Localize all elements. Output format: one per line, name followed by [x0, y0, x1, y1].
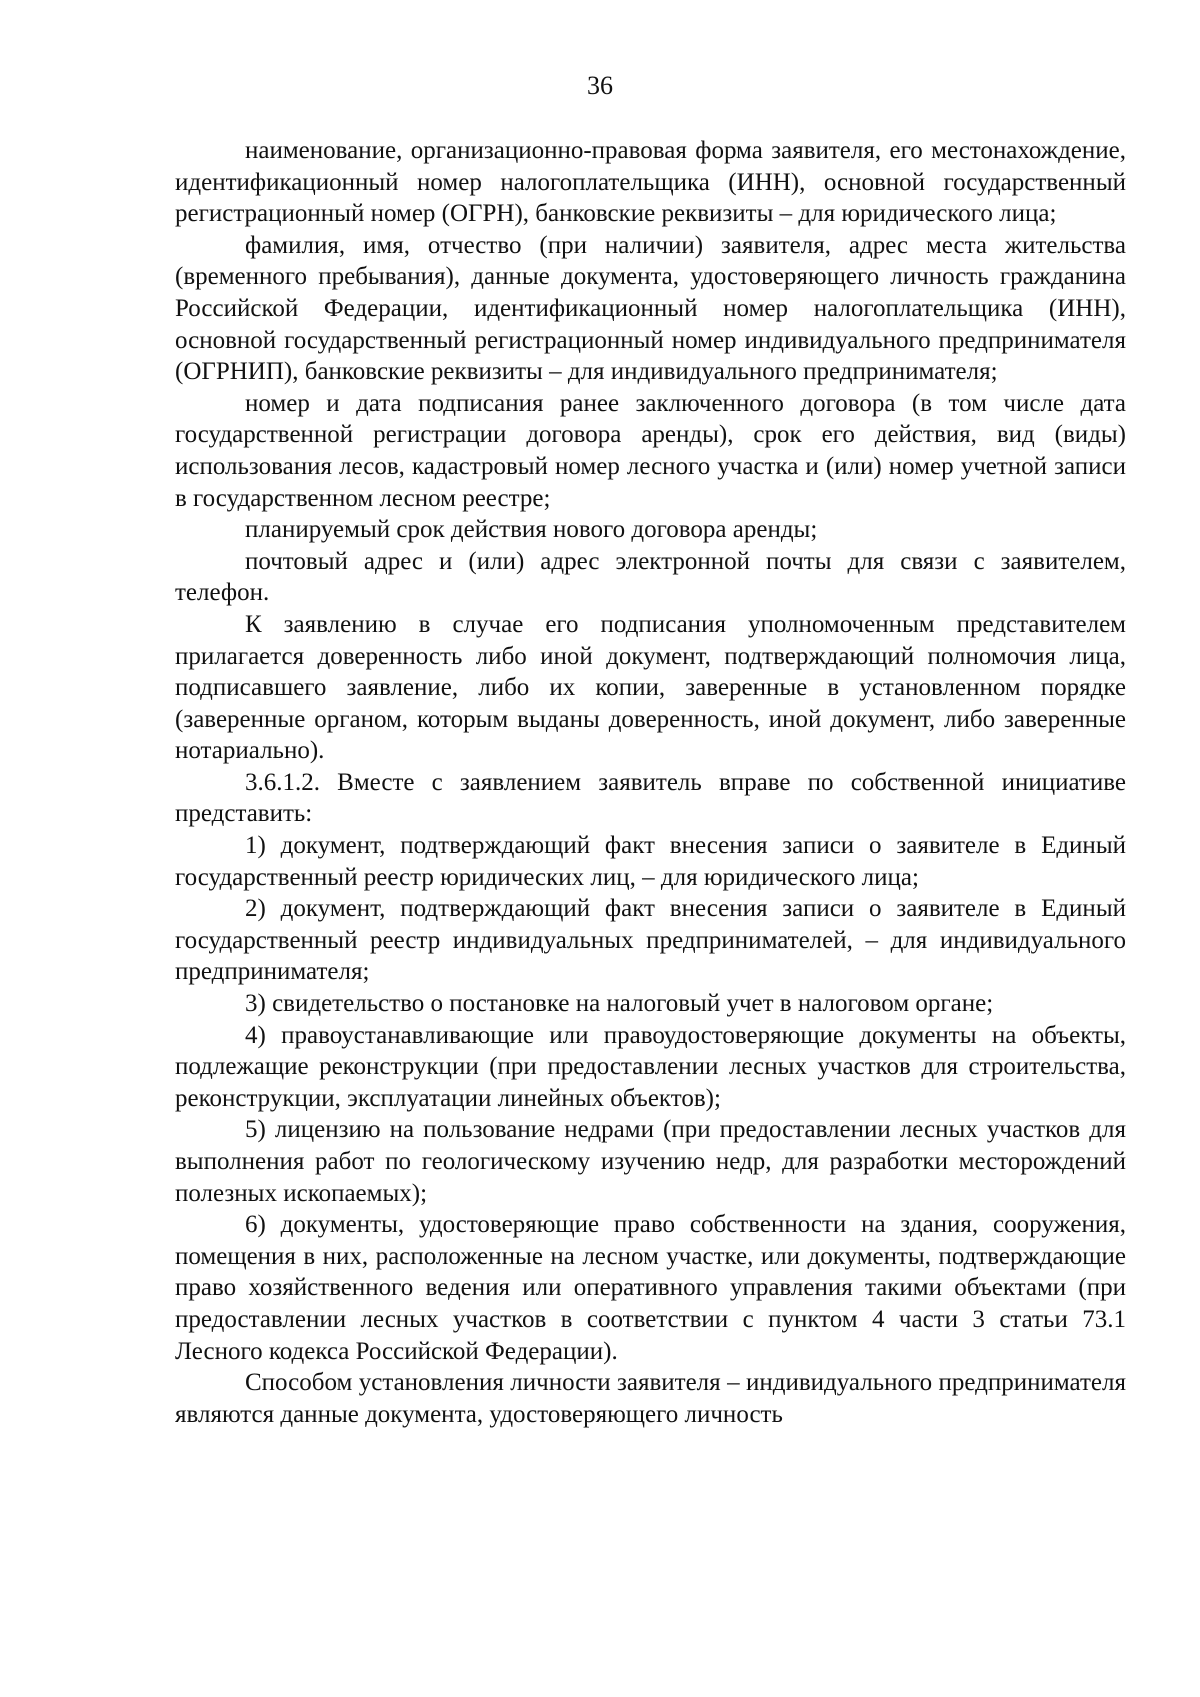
- list-item-6: 6) документы, удостоверяющие право собственности на здания, сооружения, помещения в них, расположенные на лесном участке, или документы, подтверждающие право хозяйственного ведения или оперативного управления такими объектами (при предоставлении лесных участков в соответствии с пунктом 4 части 3 статьи 73.1 Лесного кодекса Российской Федерации).: [175, 1211, 1126, 1365]
- list-item-3: 3) свидетельство о постановке на налоговый учет в налоговом органе;: [245, 990, 994, 1018]
- document-body: [175, 135, 1126, 1430]
- list-item-5: 5) лицензию на пользование недрами (при предоставлении лесных участков для выполнения работ по геологическому изучению недр, для разработки месторождений полезных ископаемых);: [175, 1116, 1126, 1207]
- paragraph-planned-term: планируемый срок действия нового договора аренды;: [245, 516, 818, 544]
- list-item-4: 4) правоустанавливающие или правоудостоверяющие документы на объекты, подлежащие реконструкции (при предоставлении лесных участков для строительства, реконструкции, эксплуатации линейных объектов);: [175, 1021, 1126, 1112]
- page-number: 36: [587, 71, 613, 100]
- paragraph-entrepreneur-requisites: фамилия, имя, отчество (при наличии) заявителя, адрес места жительства (временного пребывания), данные документа, удостоверяющего личность гражданина Российской Федерации, идентификационный номер налогоплательщика (ИНН), основной государственный регистрационный номер индивидуального предпринимателя (ОГРНИП), банковские реквизиты – для индивидуального предпринимателя;: [175, 231, 1126, 386]
- paragraph-contact-address: почтовый адрес и (или) адрес электронной почты для связи с заявителем, телефон.: [175, 547, 1126, 607]
- paragraph-identity-verification: Способом установления личности заявителя – индивидуального предпринимателя являются данные документа, удостоверяющего личность: [175, 1369, 1126, 1428]
- paragraph-previous-contract: номер и дата подписания ранее заключенного договора (в том числе дата государственной регистрации договора аренды), срок его действия, вид (виды) использования лесов, кадастровый номер лесного участка и (или) номер учетной записи в государственном лесном реестре;: [175, 389, 1126, 512]
- paragraph-section-3-6-1-2: 3.6.1.2. Вместе с заявлением заявитель вправе по собственной инициативе представить:: [175, 768, 1126, 828]
- paragraph-legal-entity-requisites: наименование, организационно-правовая форма заявителя, его местонахождение, идентификационный номер налогоплательщика (ИНН), основной государственный регистрационный номер (ОГРН), банковские реквизиты – для юридического лица;: [175, 137, 1126, 228]
- list-item-2: 2) документ, подтверждающий факт внесения записи о заявителе в Единый государственный реестр индивидуальных предпринимателей, – для индивидуального предпринимателя;: [175, 895, 1126, 986]
- paragraph-power-of-attorney: К заявлению в случае его подписания уполномоченным представителем прилагается доверенность либо иной документ, подтверждающий полномочия лица, подписавшего заявление, либо их копии, заверенные в установленном порядке (заверенные органом, которым выданы доверенность, иной документ, либо заверенные нотариально).: [175, 610, 1126, 765]
- list-item-1: 1) документ, подтверждающий факт внесения записи о заявителе в Единый государственный реестр юридических лиц, – для юридического лица;: [175, 832, 1126, 891]
